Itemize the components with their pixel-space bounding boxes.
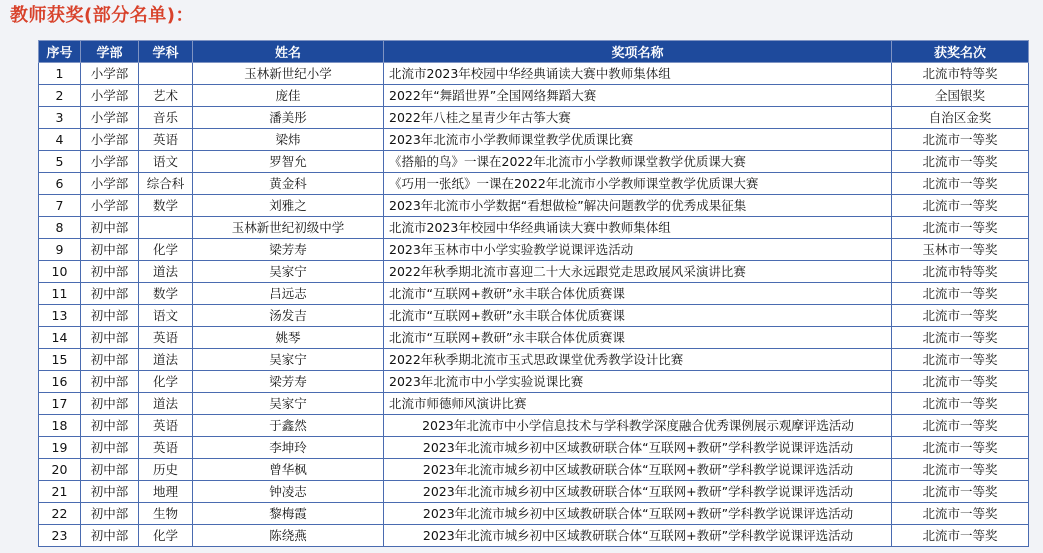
cell-name: 吴家宁 — [193, 349, 384, 371]
cell-rank: 北流市一等奖 — [892, 283, 1029, 305]
page-title: 教师获奖(部分名单)： — [10, 5, 194, 26]
cell-award: 2023年北流市中小学信息技术与学科教学深度融合优秀课例展示观摩评选活动 — [384, 415, 892, 437]
table-row — [39, 503, 1029, 525]
cell-subject: 英语 — [139, 129, 193, 151]
header-department: 学部 — [81, 41, 139, 63]
cell-subject: 化学 — [139, 239, 193, 261]
cell-name: 吕远志 — [193, 283, 384, 305]
cell-department: 小学部 — [81, 173, 139, 195]
cell-name: 黄金科 — [193, 173, 384, 195]
cell-department: 初中部 — [81, 349, 139, 371]
cell-subject: 英语 — [139, 415, 193, 437]
cell-award: 北流市2023年校园中华经典诵读大赛中教师集体组 — [384, 217, 892, 239]
cell-name: 吴家宁 — [193, 261, 384, 283]
cell-rank: 玉林市一等奖 — [892, 239, 1029, 261]
table-row — [39, 85, 1029, 107]
cell-award: 2022年八桂之星青少年古筝大赛 — [384, 107, 892, 129]
cell-award: 2023年玉林市中小学实验教学说课评选活动 — [384, 239, 892, 261]
cell-subject: 数学 — [139, 283, 193, 305]
cell-subject: 化学 — [139, 371, 193, 393]
cell-award: 2023年北流市中小学实验说课比赛 — [384, 371, 892, 393]
table-row — [39, 63, 1029, 85]
table-row — [39, 327, 1029, 349]
cell-award: 北流市师德师风演讲比赛 — [384, 393, 892, 415]
table-row — [39, 151, 1029, 173]
cell-name: 于鑫然 — [193, 415, 384, 437]
cell-rank: 北流市一等奖 — [892, 525, 1029, 547]
cell-rank: 北流市特等奖 — [892, 63, 1029, 85]
cell-subject: 语文 — [139, 151, 193, 173]
cell-department: 小学部 — [81, 107, 139, 129]
cell-number: 18 — [39, 415, 81, 437]
cell-name: 潘美彤 — [193, 107, 384, 129]
cell-subject: 艺术 — [139, 85, 193, 107]
cell-award: 2023年北流市城乡初中区域教研联合体“互联网+教研”学科教学说课评选活动 — [384, 437, 892, 459]
cell-rank: 北流市一等奖 — [892, 415, 1029, 437]
cell-department: 初中部 — [81, 327, 139, 349]
cell-subject: 化学 — [139, 525, 193, 547]
cell-number: 11 — [39, 283, 81, 305]
cell-number: 5 — [39, 151, 81, 173]
cell-award: 北流市“互联网+教研”永丰联合体优质赛课 — [384, 327, 892, 349]
cell-number: 16 — [39, 371, 81, 393]
cell-number: 19 — [39, 437, 81, 459]
cell-name: 梁芳寿 — [193, 239, 384, 261]
cell-subject: 历史 — [139, 459, 193, 481]
cell-rank: 北流市一等奖 — [892, 349, 1029, 371]
cell-award: 2023年北流市小学数据“看想做检”解决问题教学的优秀成果征集 — [384, 195, 892, 217]
cell-number: 9 — [39, 239, 81, 261]
cell-number: 15 — [39, 349, 81, 371]
cell-name: 庞佳 — [193, 85, 384, 107]
cell-subject: 道法 — [139, 393, 193, 415]
table-row — [39, 107, 1029, 129]
table-row — [39, 305, 1029, 327]
cell-subject: 道法 — [139, 261, 193, 283]
cell-name: 罗智允 — [193, 151, 384, 173]
cell-department: 小学部 — [81, 85, 139, 107]
cell-subject: 英语 — [139, 437, 193, 459]
cell-rank: 北流市一等奖 — [892, 327, 1029, 349]
cell-subject: 地理 — [139, 481, 193, 503]
table-row — [39, 173, 1029, 195]
cell-department: 初中部 — [81, 437, 139, 459]
table-row — [39, 195, 1029, 217]
cell-subject: 综合科 — [139, 173, 193, 195]
header-award: 奖项名称 — [384, 41, 892, 63]
cell-number: 22 — [39, 503, 81, 525]
cell-number: 23 — [39, 525, 81, 547]
cell-award: 北流市2023年校园中华经典诵读大赛中教师集体组 — [384, 63, 892, 85]
table-row — [39, 239, 1029, 261]
cell-subject: 英语 — [139, 327, 193, 349]
cell-award: 2022年秋季期北流市喜迎二十大永远跟党走思政展风采演讲比赛 — [384, 261, 892, 283]
cell-subject: 道法 — [139, 349, 193, 371]
cell-award: 2022年秋季期北流市玉式思政课堂优秀教学设计比赛 — [384, 349, 892, 371]
teacher-award-table — [38, 40, 1029, 547]
cell-name: 吴家宁 — [193, 393, 384, 415]
cell-name: 黎梅霞 — [193, 503, 384, 525]
table-row — [39, 349, 1029, 371]
cell-number: 13 — [39, 305, 81, 327]
cell-rank: 北流市一等奖 — [892, 437, 1029, 459]
cell-department: 初中部 — [81, 305, 139, 327]
cell-award: 2022年“舞蹈世界”全国网络舞蹈大赛 — [384, 85, 892, 107]
cell-department: 初中部 — [81, 525, 139, 547]
table-header-row — [39, 41, 1029, 63]
header-name: 姓名 — [193, 41, 384, 63]
cell-department: 小学部 — [81, 151, 139, 173]
cell-department: 初中部 — [81, 503, 139, 525]
table-row — [39, 129, 1029, 151]
cell-name: 李坤玲 — [193, 437, 384, 459]
cell-rank: 自治区金奖 — [892, 107, 1029, 129]
cell-award: 2023年北流市城乡初中区域教研联合体“互联网+教研”学科教学说课评选活动 — [384, 481, 892, 503]
cell-rank: 北流市一等奖 — [892, 481, 1029, 503]
cell-name: 玉林新世纪初级中学 — [193, 217, 384, 239]
table-row — [39, 525, 1029, 547]
cell-rank: 北流市一等奖 — [892, 151, 1029, 173]
table-row — [39, 481, 1029, 503]
cell-award: 北流市“互联网+教研”永丰联合体优质赛课 — [384, 305, 892, 327]
table-row — [39, 217, 1029, 239]
table-row — [39, 371, 1029, 393]
cell-award: 《巧用一张纸》一课在2022年北流市小学教师课堂教学优质课大赛 — [384, 173, 892, 195]
cell-number: 1 — [39, 63, 81, 85]
cell-subject — [139, 217, 193, 239]
cell-number: 17 — [39, 393, 81, 415]
cell-rank: 北流市一等奖 — [892, 503, 1029, 525]
cell-name: 曾华枫 — [193, 459, 384, 481]
cell-number: 8 — [39, 217, 81, 239]
header-number: 序号 — [39, 41, 81, 63]
cell-name: 汤发吉 — [193, 305, 384, 327]
cell-name: 梁芳寿 — [193, 371, 384, 393]
cell-rank: 北流市一等奖 — [892, 129, 1029, 151]
cell-department: 初中部 — [81, 393, 139, 415]
cell-name: 刘雅之 — [193, 195, 384, 217]
cell-department: 小学部 — [81, 129, 139, 151]
cell-name: 梁炜 — [193, 129, 384, 151]
cell-number: 20 — [39, 459, 81, 481]
header-rank: 获奖名次 — [892, 41, 1029, 63]
cell-rank: 北流市特等奖 — [892, 261, 1029, 283]
cell-name: 姚琴 — [193, 327, 384, 349]
cell-number: 2 — [39, 85, 81, 107]
cell-subject — [139, 63, 193, 85]
cell-department: 初中部 — [81, 261, 139, 283]
cell-name: 陈绕燕 — [193, 525, 384, 547]
cell-rank: 全国银奖 — [892, 85, 1029, 107]
cell-number: 14 — [39, 327, 81, 349]
cell-department: 初中部 — [81, 283, 139, 305]
table-row — [39, 393, 1029, 415]
cell-award: 北流市“互联网+教研”永丰联合体优质赛课 — [384, 283, 892, 305]
cell-department: 初中部 — [81, 481, 139, 503]
cell-department: 初中部 — [81, 415, 139, 437]
header-subject: 学科 — [139, 41, 193, 63]
cell-name: 玉林新世纪小学 — [193, 63, 384, 85]
cell-rank: 北流市一等奖 — [892, 371, 1029, 393]
cell-award: 2023年北流市小学教师课堂教学优质课比赛 — [384, 129, 892, 151]
cell-rank: 北流市一等奖 — [892, 305, 1029, 327]
cell-number: 3 — [39, 107, 81, 129]
cell-name: 钟凌志 — [193, 481, 384, 503]
cell-department: 初中部 — [81, 459, 139, 481]
cell-award: 2023年北流市城乡初中区域教研联合体“互联网+教研”学科教学说课评选活动 — [384, 525, 892, 547]
cell-department: 小学部 — [81, 195, 139, 217]
cell-subject: 数学 — [139, 195, 193, 217]
cell-subject: 音乐 — [139, 107, 193, 129]
table-row — [39, 415, 1029, 437]
cell-department: 初中部 — [81, 239, 139, 261]
cell-rank: 北流市一等奖 — [892, 173, 1029, 195]
cell-award: 2023年北流市城乡初中区域教研联合体“互联网+教研”学科教学说课评选活动 — [384, 503, 892, 525]
cell-number: 4 — [39, 129, 81, 151]
table-row — [39, 459, 1029, 481]
cell-number: 21 — [39, 481, 81, 503]
table-body — [39, 63, 1029, 547]
table-row — [39, 283, 1029, 305]
table-row — [39, 261, 1029, 283]
cell-department: 初中部 — [81, 217, 139, 239]
cell-rank: 北流市一等奖 — [892, 459, 1029, 481]
table-row — [39, 437, 1029, 459]
cell-number: 6 — [39, 173, 81, 195]
cell-subject: 生物 — [139, 503, 193, 525]
cell-department: 初中部 — [81, 371, 139, 393]
cell-department: 小学部 — [81, 63, 139, 85]
cell-number: 7 — [39, 195, 81, 217]
cell-subject: 语文 — [139, 305, 193, 327]
cell-rank: 北流市一等奖 — [892, 393, 1029, 415]
cell-number: 10 — [39, 261, 81, 283]
cell-award: 《搭船的鸟》一课在2022年北流市小学教师课堂教学优质课大赛 — [384, 151, 892, 173]
cell-rank: 北流市一等奖 — [892, 217, 1029, 239]
cell-rank: 北流市一等奖 — [892, 195, 1029, 217]
cell-award: 2023年北流市城乡初中区域教研联合体“互联网+教研”学科教学说课评选活动 — [384, 459, 892, 481]
